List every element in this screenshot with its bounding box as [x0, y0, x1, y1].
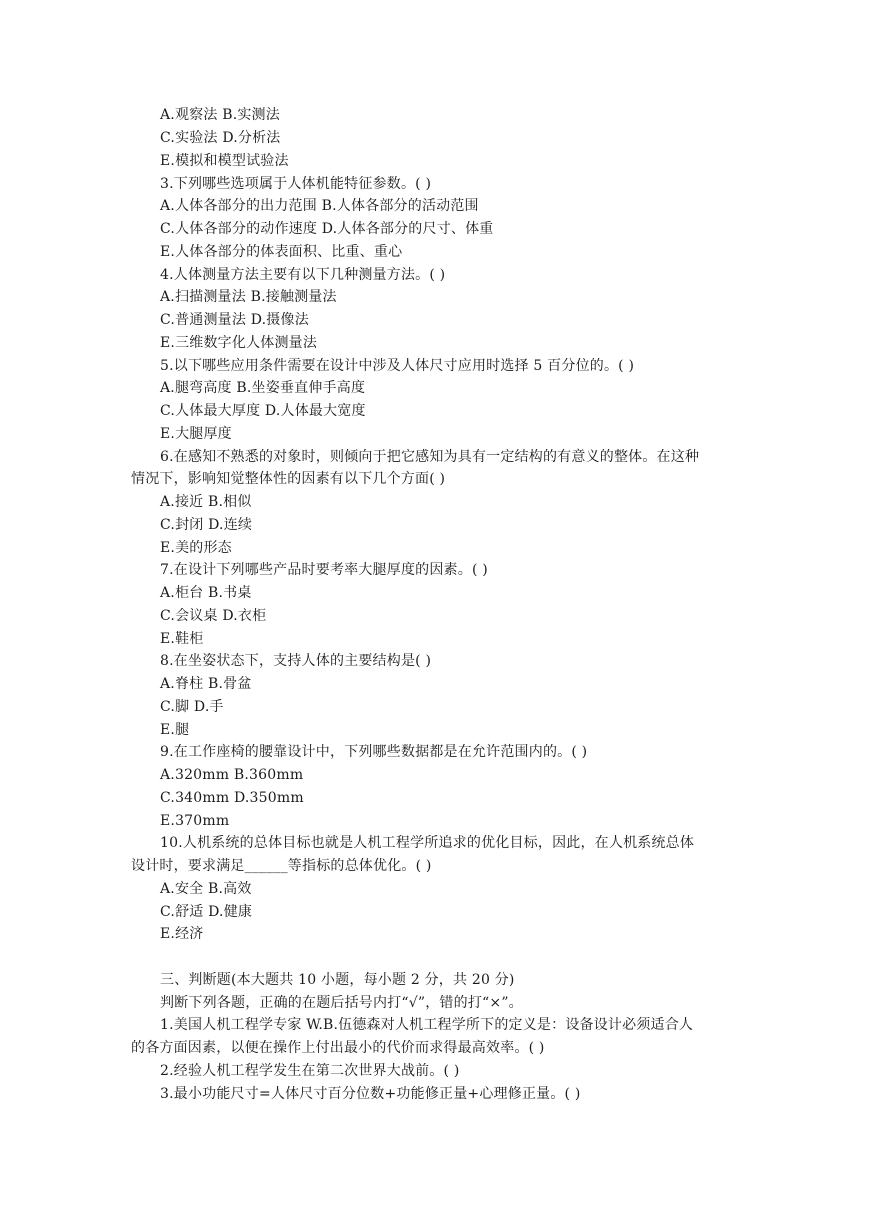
- option-line: E.大腿厚度: [160, 426, 232, 442]
- section-instruction: 判断下列各题，正确的在题后括号内打“√”，错的打“×”。: [160, 995, 523, 1011]
- option-line: E.鞋柜: [160, 631, 204, 647]
- question-line: 10.人机系统的总体目标也就是人机工程学所追求的优化目标，因此，在人机系统总体: [160, 835, 695, 851]
- question-line-continued: 设计时，要求满足______等指标的总体优化。( ): [131, 858, 432, 874]
- option-line: A.扫描测量法 B.接触测量法: [160, 289, 337, 305]
- option-line: C.舒适 D.健康: [160, 904, 253, 920]
- option-line: C.会议桌 D.衣柜: [160, 608, 267, 624]
- question-line: 3.下列哪些选项属于人体机能特征参数。( ): [160, 176, 432, 192]
- option-line: A.人体各部分的出力范围 B.人体各部分的活动范围: [160, 198, 479, 214]
- option-line: E.美的形态: [160, 540, 232, 556]
- option-line: E.经济: [160, 926, 204, 942]
- question-line: 5.以下哪些应用条件需要在设计中涉及人体尺寸应用时选择 5 百分位的。( ): [160, 358, 635, 374]
- option-line: C.人体最大厚度 D.人体最大宽度: [160, 403, 366, 419]
- option-line: A.接近 B.相似: [160, 494, 252, 510]
- question-line: 1.美国人机工程学专家 W.B.伍德森对人机工程学所下的定义是：设备设计必须适合人: [160, 1017, 694, 1033]
- option-line: A.观察法 B.实测法: [160, 107, 280, 123]
- option-line: E.腿: [160, 722, 190, 738]
- question-line: 9.在工作座椅的腰靠设计中，下列哪些数据都是在允许范围内的。( ): [160, 744, 588, 760]
- section-heading: 三、判断题(本大题共 10 小题，每小题 2 分，共 20 分): [160, 972, 515, 988]
- option-line: A.柜台 B.书桌: [160, 585, 252, 601]
- question-line: 4.人体测量方法主要有以下几种测量方法。( ): [160, 267, 446, 283]
- option-line: A.脊柱 B.骨盆: [160, 676, 252, 692]
- option-line: C.人体各部分的动作速度 D.人体各部分的尺寸、体重: [160, 221, 494, 237]
- question-line-continued: 情况下，影响知觉整体性的因素有以下几个方面( ): [131, 471, 446, 487]
- question-line-continued: 的各方面因素，以便在操作上付出最小的代价而求得最高效率。( ): [131, 1040, 545, 1056]
- option-line: E.人体各部分的体表面积、比重、重心: [160, 244, 403, 260]
- question-line: 2.经验人机工程学发生在第二次世界大战前。( ): [160, 1063, 460, 1079]
- question-line: 8.在坐姿状态下，支持人体的主要结构是( ): [160, 653, 432, 669]
- option-line: C.脚 D.手: [160, 699, 224, 715]
- option-line: A.320mm B.360mm: [160, 767, 304, 783]
- option-line: C.实验法 D.分析法: [160, 130, 281, 146]
- question-line: 6.在感知不熟悉的对象时，则倾向于把它感知为具有一定结构的有意义的整体。在这种: [160, 449, 700, 465]
- option-line: E.模拟和模型试验法: [160, 153, 289, 169]
- option-line: E.370mm: [160, 813, 230, 829]
- option-line: C.普通测量法 D.摄像法: [160, 312, 309, 328]
- option-line: A.安全 B.高效: [160, 881, 252, 897]
- option-line: C.340mm D.350mm: [160, 790, 304, 806]
- option-line: A.腿弯高度 B.坐姿垂直伸手高度: [160, 380, 366, 396]
- question-line: 3.最小功能尺寸=人体尺寸百分位数+功能修正量+心理修正量。( ): [160, 1086, 581, 1102]
- question-line: 7.在设计下列哪些产品时要考率大腿厚度的因素。( ): [160, 562, 488, 578]
- option-line: E.三维数字化人体测量法: [160, 335, 318, 351]
- option-line: C.封闭 D.连续: [160, 517, 253, 533]
